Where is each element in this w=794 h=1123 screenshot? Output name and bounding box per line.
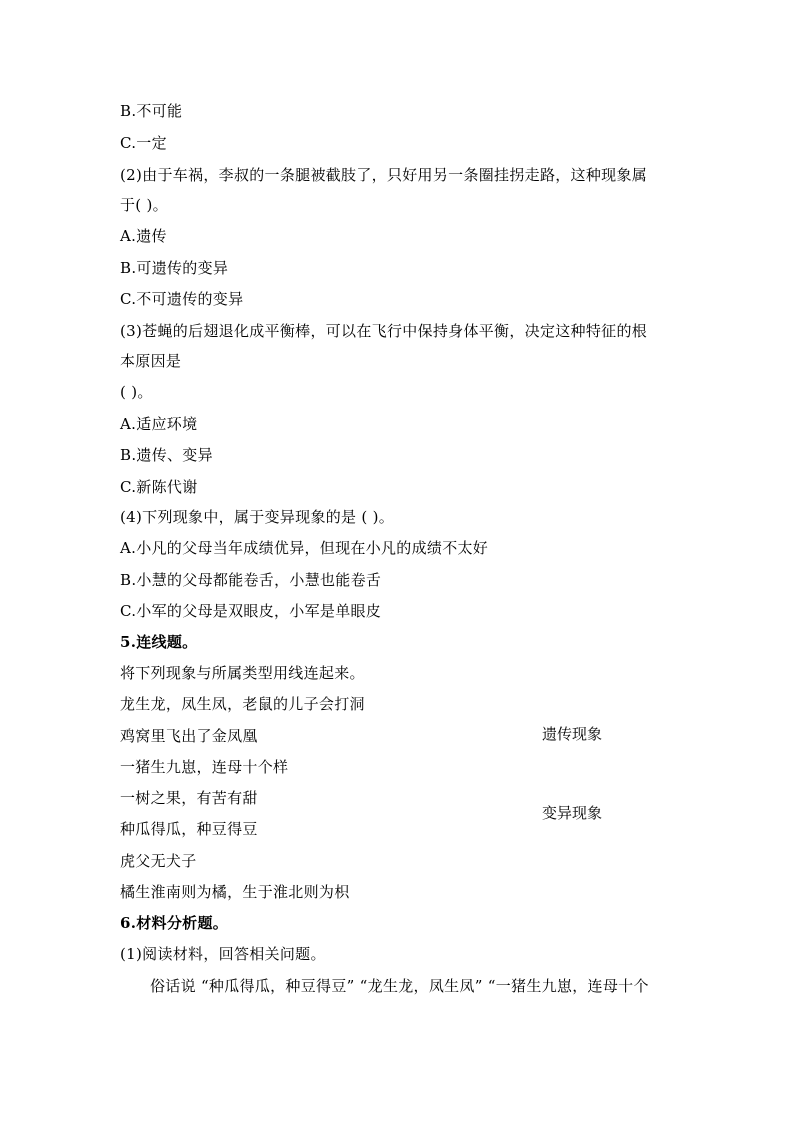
match-item: 虎父无犬子	[120, 852, 197, 870]
option-b-q2: B.可遗传的变异	[120, 259, 229, 277]
material-paragraph: 俗话说 “种瓜得瓜，种豆得豆” “龙生龙，凤生凤” “一猪生九崽，连母十个	[150, 977, 649, 995]
option-a-q4: A.小凡的父母当年成绩优异，但现在小凡的成绩不太好	[120, 539, 489, 557]
match-type-heredity: 遗传现象	[542, 725, 603, 743]
option-c-q1: C.一定	[120, 134, 167, 152]
option-c-q2: C.不可遗传的变异	[120, 290, 244, 308]
option-a-q2: A.遗传	[120, 227, 167, 245]
option-b-q4: B.小慧的父母都能卷舌，小慧也能卷舌	[120, 571, 382, 589]
section-6-heading: 6.材料分析题。	[120, 914, 229, 932]
option-b-q3: B.遗传、变异	[120, 446, 213, 464]
question-4-text: (4)下列现象中，属于变异现象的是 ( )。	[120, 508, 395, 526]
option-c-q3: C.新陈代谢	[120, 478, 198, 496]
question-2-text: (2)由于车祸，李叔的一条腿被截肢了，只好用另一条圈挂拐走路，这种现象属	[120, 166, 648, 184]
question-2-text-cont: 于( )。	[120, 196, 168, 214]
match-item: 龙生龙，凤生凤，老鼠的儿子会打洞	[120, 695, 365, 713]
question-3-blank: ( )。	[120, 383, 153, 401]
section-6-subquestion: (1)阅读材料，回答相关问题。	[120, 945, 326, 963]
match-type-variation: 变异现象	[542, 804, 603, 822]
question-3-text: (3)苍蝇的后翅退化成平衡棒，可以在飞行中保持身体平衡，决定这种特征的根	[120, 322, 648, 340]
section-5-heading: 5.连线题。	[120, 633, 198, 651]
match-item: 橘生淮南则为橘，生于淮北则为枳	[120, 883, 350, 901]
match-item: 一树之果，有苦有甜	[120, 789, 258, 807]
option-a-q3: A.适应环境	[120, 415, 198, 433]
match-item: 一猪生九崽，连母十个样	[120, 758, 289, 776]
match-item: 种瓜得瓜，种豆得豆	[120, 820, 258, 838]
section-5-instruction: 将下列现象与所属类型用线连起来。	[120, 664, 365, 682]
match-item: 鸡窝里飞出了金凤凰	[120, 727, 258, 745]
option-c-q4: C.小军的父母是双眼皮，小军是单眼皮	[120, 602, 382, 620]
question-3-text-cont: 本原因是	[120, 352, 182, 370]
option-b-q1: B.不可能	[120, 102, 183, 120]
